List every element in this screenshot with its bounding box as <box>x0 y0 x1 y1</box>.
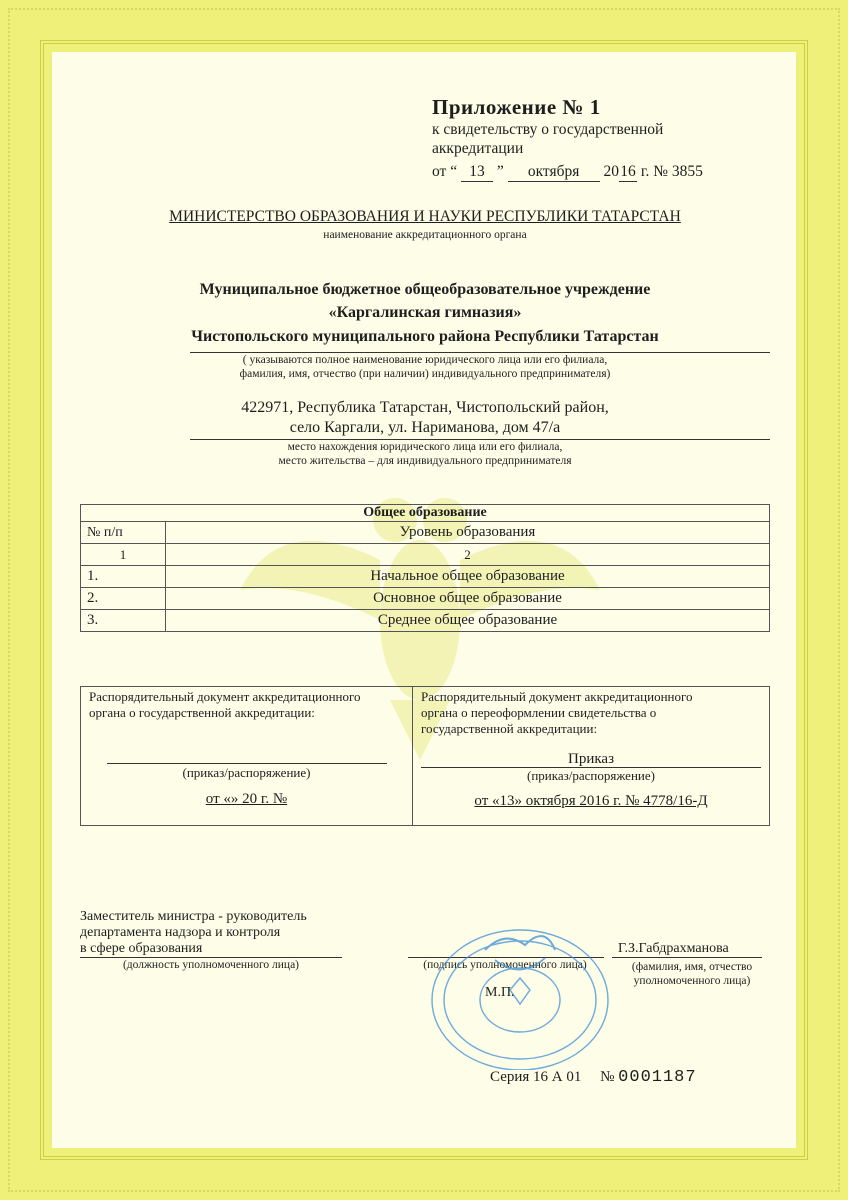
official-seal-stamp-icon <box>425 920 615 1070</box>
table-index-row <box>81 544 770 566</box>
row-level: Среднее общее образование <box>166 610 770 632</box>
left-doc-caption: (приказ/распоряжение) <box>182 765 311 780</box>
right-doc-type: Приказ <box>567 751 614 767</box>
col-level-index: 2 <box>166 544 770 566</box>
left-doc-blank-line <box>107 763 387 764</box>
row-level: Основное общее образование <box>166 588 770 610</box>
table-row <box>81 588 770 610</box>
org-name-line1: Муниципальное бюджетное общеобразовательное учреждение <box>199 281 651 298</box>
signature-caption: (подпись уполномоченного лица) <box>423 959 587 971</box>
signer-position-line1: Заместитель министра - руководитель <box>80 909 307 924</box>
date-prefix: от “ <box>432 163 458 180</box>
address-caption-line1: место нахождения юридического лица или его филиала, <box>287 441 563 453</box>
date-month: октября <box>508 163 600 182</box>
col-level-header: Уровень образования <box>166 522 770 544</box>
row-number: 3. <box>81 610 166 632</box>
date-year-after: г. № <box>640 163 668 180</box>
certificate-number: 3855 <box>671 163 703 180</box>
right-doc-text-line1: Распорядительный документ аккредитационного <box>421 689 693 704</box>
date-day: 13 <box>461 163 493 182</box>
appendix-subtitle-line1: к свидетельству о государственной <box>432 121 664 138</box>
left-doc-text-line2: органа о государственной аккредитации: <box>89 705 315 720</box>
series-number-prefix: № <box>600 1069 615 1085</box>
right-doc-text-line3: государственной аккредитации: <box>421 721 598 736</box>
right-doc-date: от «13» октября 2016 г. № 4778/16-Д <box>474 793 708 809</box>
left-doc-description <box>89 689 407 721</box>
org-name-rule <box>190 352 770 353</box>
row-number: 1. <box>81 566 166 588</box>
form-series <box>490 1068 697 1087</box>
authority-caption: наименование аккредитационного органа <box>323 229 527 241</box>
signer-position-line2: департамента надзора и контроля <box>80 925 281 940</box>
seal-label: М.П. <box>485 985 515 1000</box>
signer-position-rule <box>80 957 342 958</box>
right-doc-description <box>421 689 766 737</box>
appendix-subtitle-line2: аккредитации <box>432 140 524 157</box>
signer-position-caption: (должность уполномоченного лица) <box>122 959 300 971</box>
org-caption-line2: фамилия, имя, отчество (при наличии) индивидуального предпринимателя) <box>239 368 611 380</box>
date-year-prefix: 20 <box>603 163 619 180</box>
row-level: Начальное общее образование <box>166 566 770 588</box>
right-doc-caption: (приказ/распоряжение) <box>527 768 655 783</box>
table-row <box>81 610 770 632</box>
signer-name-caption-line1: (фамилия, имя, отчество <box>631 961 753 973</box>
appendix-date-line <box>432 163 703 182</box>
series-number: 0001187 <box>618 1068 697 1087</box>
org-caption-line1: ( указываются полное наименование юридического лица или его филиала, <box>242 354 608 366</box>
address-caption-line2: место жительства – для индивидуального предпринимателя <box>278 455 572 467</box>
signer-position-line3: в сфере образования <box>80 941 203 956</box>
address-line2: село Каргали, ул. Нариманова, дом 47/а <box>289 419 561 436</box>
left-doc-date: от «» 20 г. № <box>205 791 288 807</box>
left-doc-text-line1: Распорядительный документ аккредитационного <box>89 689 361 704</box>
row-number: 2. <box>81 588 166 610</box>
col-number-index: 1 <box>81 544 166 566</box>
authority-name: МИНИСТЕРСТВО ОБРАЗОВАНИЯ И НАУКИ РЕСПУБЛИКИ ТАТАРСТАН <box>169 208 681 225</box>
administrative-documents-box <box>80 686 770 826</box>
table-title: Общее образование <box>81 505 770 522</box>
signer-name-rule <box>612 957 762 958</box>
org-name-line3: Чистопольского муниципального района Республики Татарстан <box>191 328 659 345</box>
table-title-row <box>81 505 770 522</box>
education-levels-table <box>80 504 770 632</box>
signer-name-caption-line2: уполномоченного лица) <box>633 975 751 987</box>
date-year-suffix: 16 <box>620 163 636 180</box>
address-line1: 422971, Республика Татарстан, Чистопольский район, <box>241 399 609 416</box>
series-label: Серия 16 А 01 <box>490 1069 582 1085</box>
right-doc-text-line2: органа о переоформлении свидетельства о <box>421 705 657 720</box>
col-number-header: № п/п <box>81 522 166 544</box>
signer-name: Г.З.Габдрахманова <box>618 941 729 956</box>
appendix-title: Приложение № 1 <box>432 95 601 119</box>
date-quote: ” <box>496 163 504 180</box>
table-header-row <box>81 522 770 544</box>
table-row <box>81 566 770 588</box>
address-rule <box>190 439 770 440</box>
org-name-line2: «Каргалинская гимназия» <box>328 304 522 321</box>
